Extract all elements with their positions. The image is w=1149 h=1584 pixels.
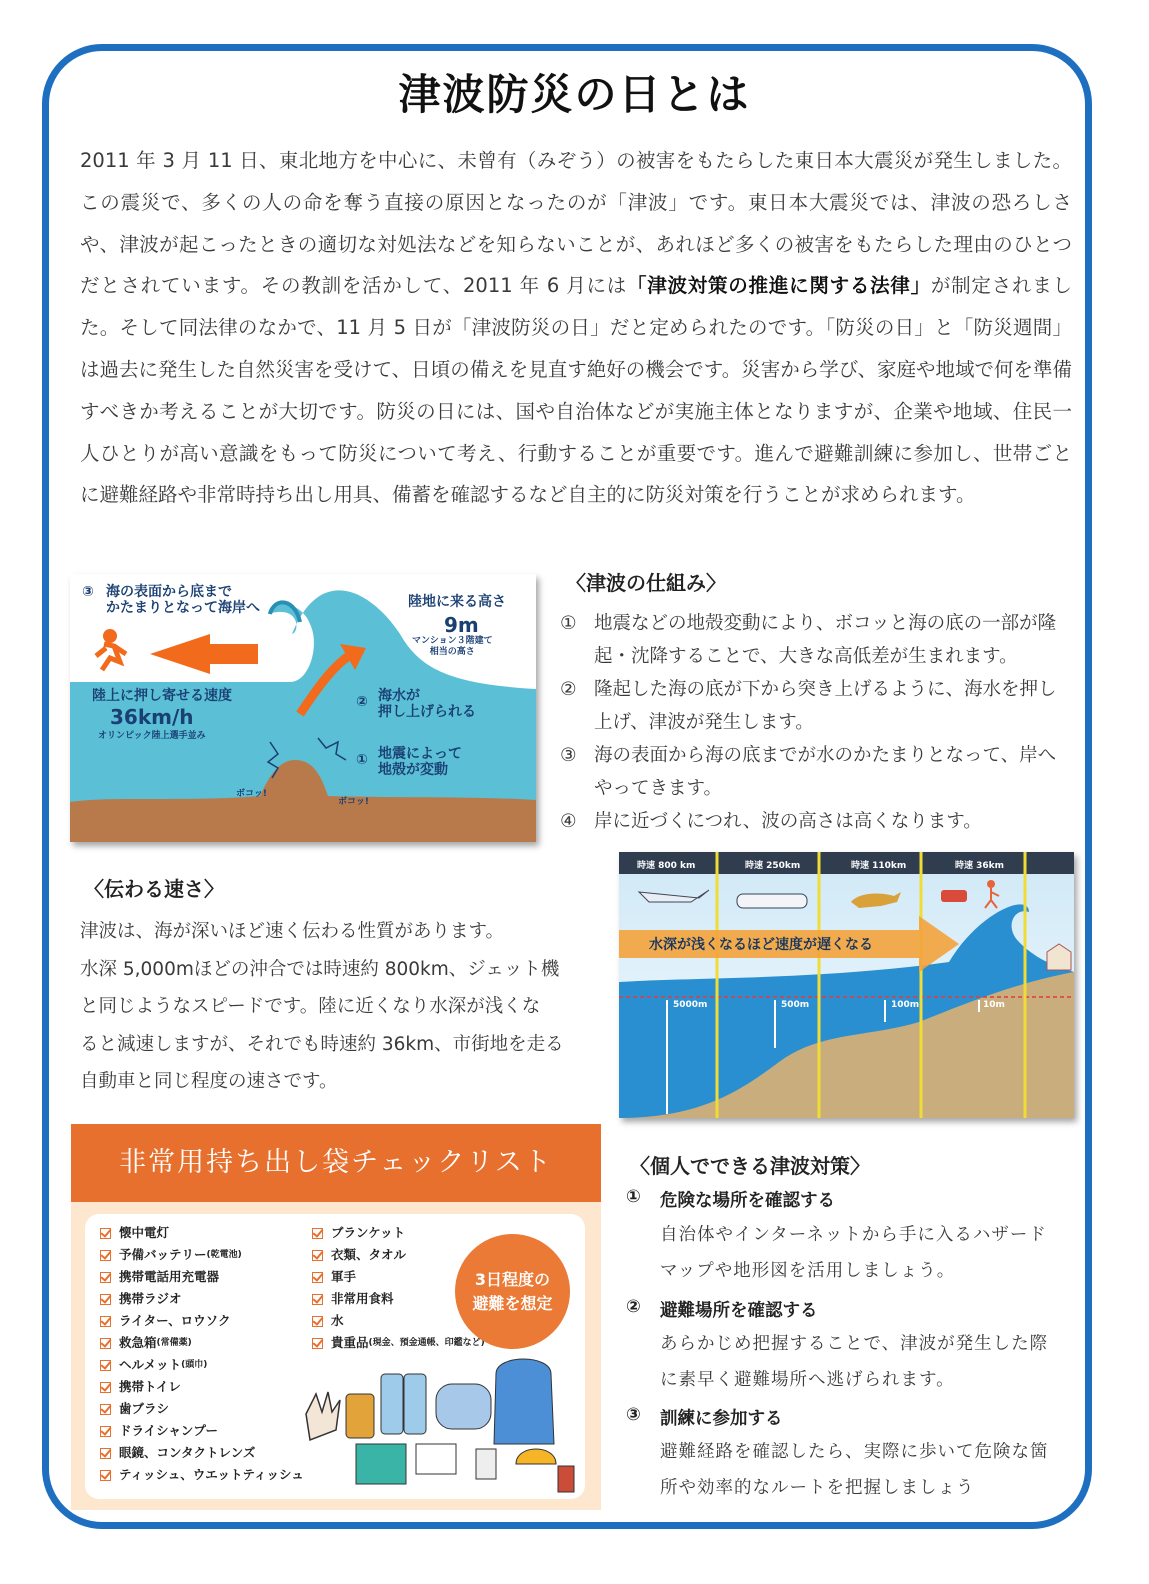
item-label: 非常用食料 — [331, 1291, 394, 1306]
item-number: ① — [560, 613, 577, 634]
checklist-item[interactable] — [100, 1310, 304, 1332]
slowdown-text: 水深が浅くなるほど速度が遅くなる — [649, 937, 873, 953]
item-note: (頭巾) — [181, 1360, 208, 1370]
checkbox-icon[interactable] — [100, 1272, 111, 1283]
checkbox-icon[interactable] — [100, 1294, 111, 1305]
checklist-item[interactable] — [312, 1244, 485, 1266]
list-item — [560, 607, 1072, 673]
item-text: 地震などの地殻変動により、ボコッと海の底の一部が隆起・沈降することで、大きな高低差が生まれます。 — [594, 613, 1057, 667]
item-label: 懐中電灯 — [119, 1225, 170, 1240]
step1-num: ① — [356, 752, 368, 768]
checklist-item[interactable] — [100, 1464, 304, 1486]
checkbox-icon[interactable] — [100, 1404, 111, 1415]
personal-item-1-body — [660, 1217, 1072, 1289]
item-label: 眼鏡、コンタクトレンズ — [119, 1445, 256, 1460]
intro-text-2: が制定されました。そして同法律のなかで、11 月 5 日が「津波防災の日」だと定められたのです。「防災の日」と「防災週間」は過去に発生した自然災害を受けて、日頃の備えを見直す絶好の機会です。災害から学び、家庭や地域で何を準備すべきか考えることが大切です。防災の日には、国や自治体などが実施主体となりますが、企業や地域、住民一人ひとりが高い意識をもって防災について考え、行動することが重要です。進んで避難訓練に参加し、世帯ごとに避難経路や非常時持ち出し用具、備蓄を確認するなど自主的に防災対策を行うことが求められます。 — [80, 274, 1072, 507]
speed-label: 陸上に押し寄せる速度 — [92, 688, 232, 704]
page-title: 津波防災の日とは — [398, 70, 751, 119]
runner-icon — [987, 880, 995, 888]
item-label: 予備バッテリー — [119, 1247, 207, 1262]
body-line: マップや地形図を活用しましょう。 — [660, 1261, 956, 1281]
tsunami-mechanism-illustration — [70, 574, 536, 842]
item-label: ライター、ロウソク — [119, 1313, 231, 1328]
checkbox-icon[interactable] — [312, 1338, 323, 1349]
item-number: ② — [560, 679, 577, 700]
intro-paragraph — [80, 140, 1072, 516]
checkbox-icon[interactable] — [100, 1316, 111, 1327]
checklist-item[interactable] — [100, 1376, 304, 1398]
item-label: 救急箱 — [119, 1335, 157, 1350]
item-label: 水 — [331, 1313, 344, 1328]
step2-label: 海水が 押し上げられる — [378, 688, 476, 720]
height-note: マンション３階建て 相当の高さ — [412, 636, 493, 657]
boko-right: ボコッ! — [338, 797, 369, 807]
checkbox-icon[interactable] — [100, 1250, 111, 1261]
checkbox-icon[interactable] — [312, 1250, 323, 1261]
item-label: 携帯トイレ — [119, 1379, 181, 1394]
badge-line-2: 避難を想定 — [472, 1293, 553, 1313]
item-label: 衣類、タオル — [331, 1247, 407, 1262]
runner-icon — [103, 629, 117, 643]
law-name: 「津波対策の推進に関する法律」 — [626, 274, 931, 298]
item-label: ブランケット — [331, 1225, 406, 1240]
intro-text-1: 2011 年 3 月 11 日、東北地方を中心に、未曾有（みぞう）の被害をもたらした東日本大震災が発生しました。この震災で、多くの人の命を奪う直接の原因となったのが「津波」です。東日本大震災では、津波の恐ろしさや、津波が起こったときの適切な対処法などを知らないことが、あれほど多くの被害をもたらした理由のひとつだとされています。その教訓を活かして、2011 年 6 月には — [80, 149, 1072, 298]
body-line: 自治体やインターネットから手に入るハザード — [660, 1225, 1047, 1245]
checklist-item[interactable] — [100, 1442, 304, 1464]
checklist-item[interactable] — [100, 1244, 304, 1266]
checklist-col1 — [100, 1222, 304, 1486]
checkbox-icon[interactable] — [312, 1272, 323, 1283]
speed-note: オリンピック陸上選手並み — [98, 731, 206, 741]
list-item — [560, 805, 1072, 838]
height-value: 9m — [444, 613, 479, 637]
personal-item-1-title: 危険な場所を確認する — [660, 1191, 835, 1211]
checklist-item[interactable] — [100, 1222, 304, 1244]
boko-left: ボコッ! — [236, 789, 267, 799]
checklist-item[interactable] — [100, 1332, 304, 1354]
train-icon — [737, 894, 807, 908]
speed-depth-graphic — [619, 852, 1074, 1118]
checkbox-icon[interactable] — [312, 1228, 323, 1239]
item-label: ヘルメット — [119, 1357, 182, 1372]
speed-label-cheetah: 時速 110km — [851, 861, 907, 871]
mechanism-heading: 〈津波の仕組み〉 — [566, 571, 726, 595]
speed-line: 水深 5,000mほどの沖合では時速約 800km、ジェット機 — [80, 958, 560, 980]
body-line: に素早く避難場所へ逃げられます。 — [660, 1370, 955, 1390]
depth-500: 500m — [781, 1000, 810, 1010]
step1-label: 地震によって 地殻が変動 — [378, 746, 462, 778]
list-item — [560, 739, 1072, 805]
car-icon — [941, 890, 967, 902]
speed-heading: 〈伝わる速さ〉 — [84, 877, 224, 901]
mechanism-list — [560, 607, 1072, 838]
checklist-item[interactable] — [100, 1420, 304, 1442]
speed-label-train: 時速 250km — [745, 861, 801, 871]
personal-item-3-title: 訓練に参加する — [660, 1409, 783, 1429]
checklist-item[interactable] — [100, 1398, 304, 1420]
item-note: (現金、預金通帳、印鑑など) — [368, 1338, 485, 1348]
personal-item-1-num: ① — [626, 1187, 641, 1207]
step3-num: ③ — [82, 584, 94, 600]
item-number: ④ — [560, 811, 577, 832]
checklist-title: 非常用持ち出し袋チェックリスト — [71, 1124, 601, 1202]
height-label: 陸地に来る高さ — [408, 594, 506, 610]
checklist-item[interactable] — [100, 1266, 304, 1288]
emergency-goods-illustration — [286, 1354, 586, 1504]
speed-label-plane: 時速 800 km — [637, 861, 696, 871]
step3-label: 海の表面から底まで かたまりとなって海岸へ — [106, 584, 260, 616]
speed-value: 36km/h — [110, 705, 194, 729]
badge-line-1: 3日程度の — [474, 1269, 551, 1289]
body-line: 所や効率的なルートを把握しましょう — [660, 1478, 975, 1498]
personal-item-2-title: 避難場所を確認する — [660, 1301, 818, 1321]
speed-line: ると減速しますが、それでも時速約 36km、市街地を走る — [80, 1033, 564, 1055]
depth-5000: 5000m — [673, 1000, 708, 1010]
speed-paragraph — [80, 913, 600, 1101]
three-day-badge — [455, 1234, 570, 1349]
checklist-item[interactable] — [100, 1288, 304, 1310]
speed-line: 自動車と同じ程度の速さです。 — [80, 1071, 338, 1092]
item-label: ドライシャンプー — [119, 1423, 219, 1438]
item-label: 軍手 — [331, 1269, 357, 1284]
body-line: 避難経路を確認したら、実際に歩いて危険な箇 — [660, 1442, 1049, 1462]
checkbox-icon[interactable] — [312, 1294, 323, 1305]
personal-item-3-body — [660, 1434, 1072, 1506]
item-note: (乾電池) — [206, 1250, 242, 1260]
item-label: 携帯電話用充電器 — [119, 1269, 220, 1284]
body-line: あらかじめ把握することで、津波が発生した際 — [660, 1334, 1049, 1354]
checkbox-icon[interactable] — [312, 1316, 323, 1327]
checkbox-icon[interactable] — [100, 1470, 111, 1481]
speed-label-car: 時速 36km — [955, 861, 1005, 871]
personal-heading: 〈個人でできる津波対策〉 — [630, 1154, 870, 1178]
checkbox-icon[interactable] — [100, 1360, 111, 1371]
step2-num: ② — [356, 694, 368, 710]
item-number: ③ — [560, 745, 577, 766]
item-label: 携帯ラジオ — [119, 1291, 182, 1306]
item-label: ティッシュ、ウエットティッシュ — [119, 1467, 304, 1482]
checklist-item[interactable] — [312, 1332, 485, 1354]
item-label: 貴重品 — [331, 1335, 369, 1350]
checkbox-icon[interactable] — [100, 1448, 111, 1459]
checkbox-icon[interactable] — [100, 1228, 111, 1239]
checkbox-icon[interactable] — [100, 1338, 111, 1349]
checklist-item[interactable] — [312, 1222, 485, 1244]
speed-line: と同じようなスピードです。陸に近くなり水深が浅くな — [80, 996, 541, 1017]
depth-10: 10m — [983, 1000, 1005, 1010]
checklist-item[interactable] — [100, 1354, 304, 1376]
item-text: 隆起した海の底が下から突き上げるように、海水を押し上げ、津波が発生します。 — [594, 679, 1057, 733]
personal-item-2-body — [660, 1326, 1072, 1398]
personal-item-2-num: ② — [626, 1297, 641, 1317]
list-item — [560, 673, 1072, 739]
checkbox-icon[interactable] — [100, 1382, 111, 1393]
checkbox-icon[interactable] — [100, 1426, 111, 1437]
speed-line: 津波は、海が深いほど速く伝わる性質があります。 — [80, 921, 505, 942]
personal-item-3-num: ③ — [626, 1405, 641, 1425]
item-label: 歯ブラシ — [119, 1401, 170, 1416]
speed-depth-illustration — [619, 852, 1074, 1118]
depth-100: 100m — [891, 1000, 920, 1010]
item-text: 海の表面から海の底までが水のかたまりとなって、岸へやってきます。 — [594, 745, 1057, 799]
item-note: (常備薬) — [156, 1338, 192, 1348]
item-text: 岸に近づくにつれ、波の高さは高くなります。 — [594, 811, 982, 832]
